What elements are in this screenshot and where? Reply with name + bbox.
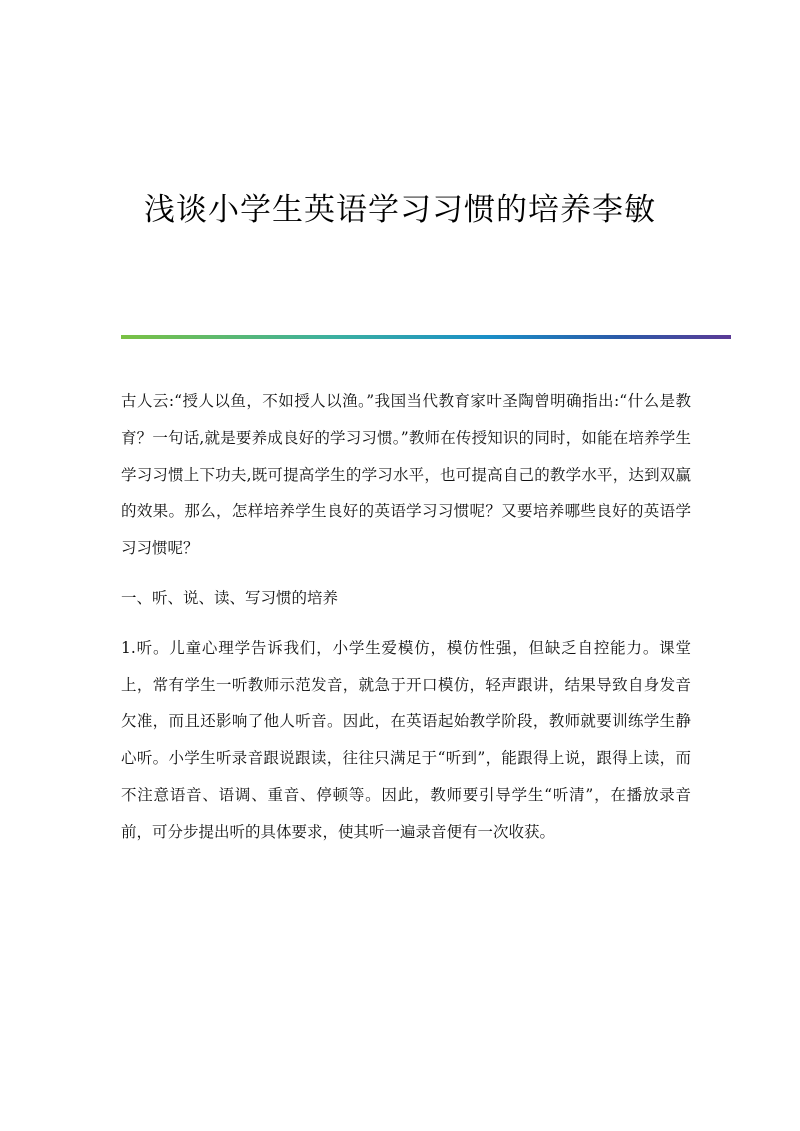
document-body (121, 383, 691, 864)
section-heading: 一、听、说、读、写习惯的培养 (121, 588, 339, 607)
gradient-divider (121, 335, 731, 339)
document-title: 浅谈小学生英语学习习惯的培养李敏 (144, 192, 656, 228)
intro-paragraph: 古人云:“授人以鱼，不如授人以渔。”我国当代教育家叶圣陶曾明确指出:“什么是教育？一句话,就是要养成良好的学习习惯。”教师在传授知识的同时，如能在培养学生学习习惯上下功夫,既可提高学生的学习水平，也可提高自己的教学水平，达到双赢的效果。那么，怎样培养学生良好的英语学习习惯呢？又要培养哪些良好的英语学习习惯呢？ (121, 392, 691, 558)
listening-paragraph: 1.听。儿童心理学告诉我们，小学生爱模仿，模仿性强，但缺乏自控能力。课堂上，常有学生一听教师示范发音，就急于开口模仿，轻声跟讲，结果导致自身发音欠准，而且还影响了他人听音。因此，在英语起始教学阶段，教师就要训练学生静心听。小学生听录音跟说跟读，往往只满足于“听到”，能跟得上说，跟得上读，而不注意语音、语调、重音、停顿等。因此，教师要引导学生“听清”，在播放录音前，可分步提出听的具体要求，使其听一遍录音便有一次收获。 (121, 638, 691, 841)
